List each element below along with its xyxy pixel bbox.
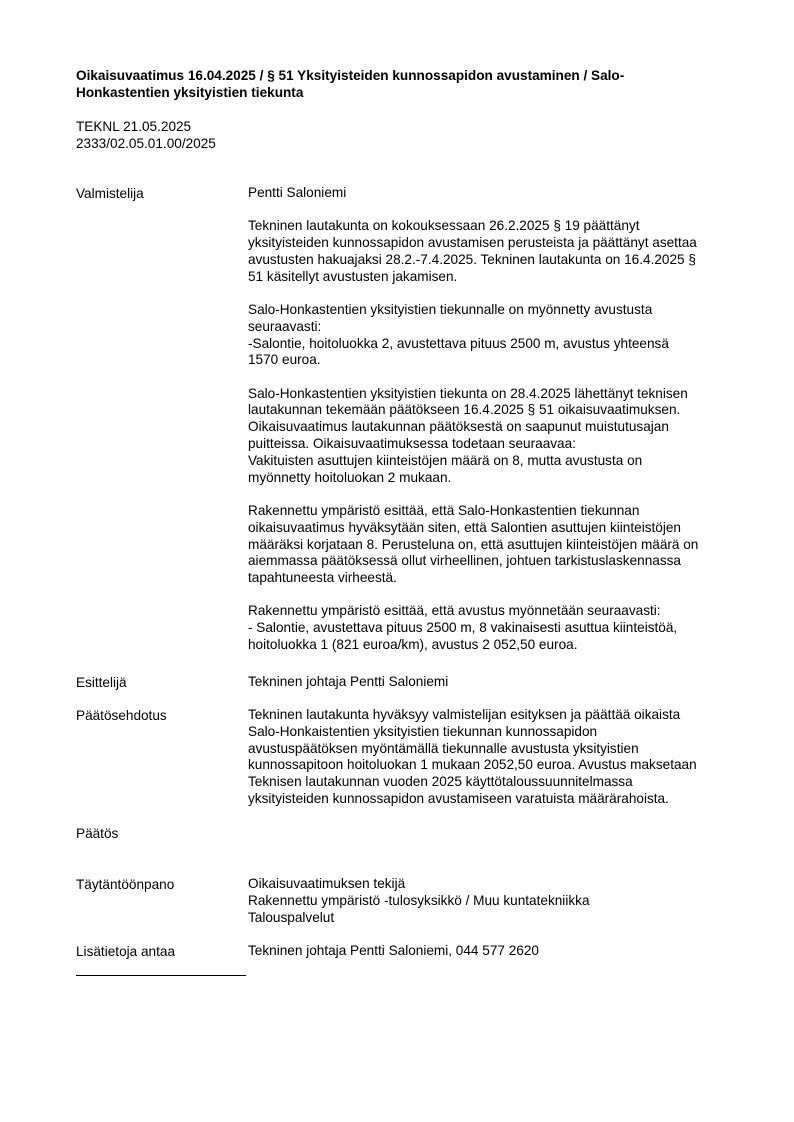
body-paragraph — [248, 603, 744, 653]
body-paragraph — [248, 503, 744, 587]
text-line: kunnossapitoon hoitoluokan 1 mukaan 2052,50 euroa. Avustus maksetaan — [248, 757, 697, 773]
text-line: oikaisuvaatimus hyväksytään siten, että Salontien asuttujen kiinteistöjen — [248, 519, 681, 535]
distribution-item: Oikaisuvaatimuksen tekijä — [248, 876, 406, 891]
text-line: määräksi korjataan 8. Perusteluna on, että asuttujen kiinteistöjen määrä on — [248, 536, 699, 552]
text-line: Salo-Honkaistentien yksityistien tiekunnan kunnossapidon — [248, 723, 598, 739]
presenter-value: Tekninen johtaja Pentti Saloniemi — [248, 674, 449, 689]
footer-divider — [76, 975, 246, 976]
section-body — [248, 185, 744, 654]
meeting-reference: TEKNL 21.05.2025 — [76, 119, 192, 134]
diary-number: 2333/02.05.01.00/2025 — [76, 136, 216, 151]
section-label: Esittelijä — [76, 675, 127, 690]
text-line: Tekninen lautakunta hyväksyy valmistelijan esityksen ja päättää oikaista — [248, 707, 681, 722]
body-paragraph — [248, 876, 744, 926]
text-line: aiemmassa päätöksessä ollut virheellinen, johtuen tarkistuslaskennassa — [248, 553, 681, 569]
text-line: yksityisteiden kunnossapidon avustamisen perusteista ja päättänyt asettaa — [248, 235, 697, 251]
proposal-body — [248, 707, 744, 808]
text-line: seuraavasti: — [248, 318, 322, 334]
contact-value: Tekninen johtaja Pentti Saloniemi, 044 577 2620 — [248, 943, 539, 958]
text-line: -Salontie, hoitoluokka 2, avustettava pituus 2500 m, avustus yhteensä — [248, 335, 669, 351]
text-line: Tekninen lautakunta on kokouksessaan 26.2.2025 § 19 päättänyt — [248, 218, 640, 234]
text-line: avustuspäätöksen myöntämällä tiekunnalle avustusta yksityistien — [248, 740, 639, 756]
text-line: Vakituisten asuttujen kiinteistöjen määrä on 8, mutta avustusta on — [248, 452, 643, 468]
distribution-item: Talouspalvelut — [248, 909, 335, 925]
text-line: avustusten hakuajaksi 28.2.-7.4.2025. Tekninen lautakunta on 16.4.2025 § — [248, 251, 696, 267]
text-line: tapahtuneesta virheestä. — [248, 570, 397, 586]
text-line: 1570 euroa. — [248, 352, 321, 368]
section-label: Päätös — [76, 826, 119, 841]
text-line: hoitoluokka 1 (821 euroa/km), avustus 2 052,50 euroa. — [248, 637, 578, 653]
body-paragraph — [248, 218, 744, 285]
distribution-item: Rakennettu ympäristö -tulosyksikkö / Muu kuntatekniikka — [248, 892, 590, 908]
text-line: puitteissa. Oikaisuvaatimuksessa todetaan seuraavaa: — [248, 436, 576, 452]
distribution-list — [248, 876, 744, 926]
body-paragraph — [248, 302, 744, 369]
text-line: 51 käsitellyt avustusten jakamisen. — [248, 268, 458, 284]
text-line: Oikaisuvaatimus lautakunnan päätöksestä on saapunut muistutusajan — [248, 419, 669, 435]
title-line: Oikaisuvaatimus 16.04.2025 / § 51 Yksityisteiden kunnossapidon avustaminen / Salo- — [76, 68, 625, 83]
text-line: Rakennettu ympäristö esittää, että Salo-Honkastentien tiekunnan — [248, 502, 640, 518]
section-label: Täytäntöönpano — [76, 877, 175, 892]
body-paragraph — [248, 707, 744, 808]
text-line: Salo-Honkastentien yksityistien tiekunnalle on myönnetty avustusta — [248, 301, 653, 317]
section-label: Lisätietoja antaa — [76, 944, 176, 959]
text-line: - Salontie, avustettava pituus 2500 m, 8 vakinaisesti asuttua kiinteistöä, — [248, 620, 678, 636]
section-label: Päätösehdotus — [76, 708, 167, 723]
preparer-name: Pentti Saloniemi — [248, 185, 347, 200]
section-label: Valmistelija — [76, 186, 144, 201]
text-line: Rakennettu ympäristö esittää, että avustus myönnetään seuraavasti: — [248, 603, 661, 619]
title-line: Honkastentien yksityistien tiekunta — [76, 85, 304, 100]
document-title — [76, 67, 696, 101]
text-line: yksityisteiden kunnossapidon avustamiseen varatuista määrärahoista. — [248, 790, 669, 806]
text-line: Salo-Honkastentien yksityistien tiekunta on 28.4.2025 lähettänyt teknisen — [248, 385, 688, 401]
document-meta — [76, 118, 216, 152]
text-line: myönnetty hoitoluokan 2 mukaan. — [248, 469, 452, 485]
body-paragraph — [248, 386, 744, 487]
text-line: Teknisen lautakunnan vuoden 2025 käyttötaloussuunnitelmassa — [248, 774, 633, 790]
text-line: lautakunnan tekemään päätökseen 16.4.2025 § 51 oikaisuvaatimuksen. — [248, 402, 681, 418]
